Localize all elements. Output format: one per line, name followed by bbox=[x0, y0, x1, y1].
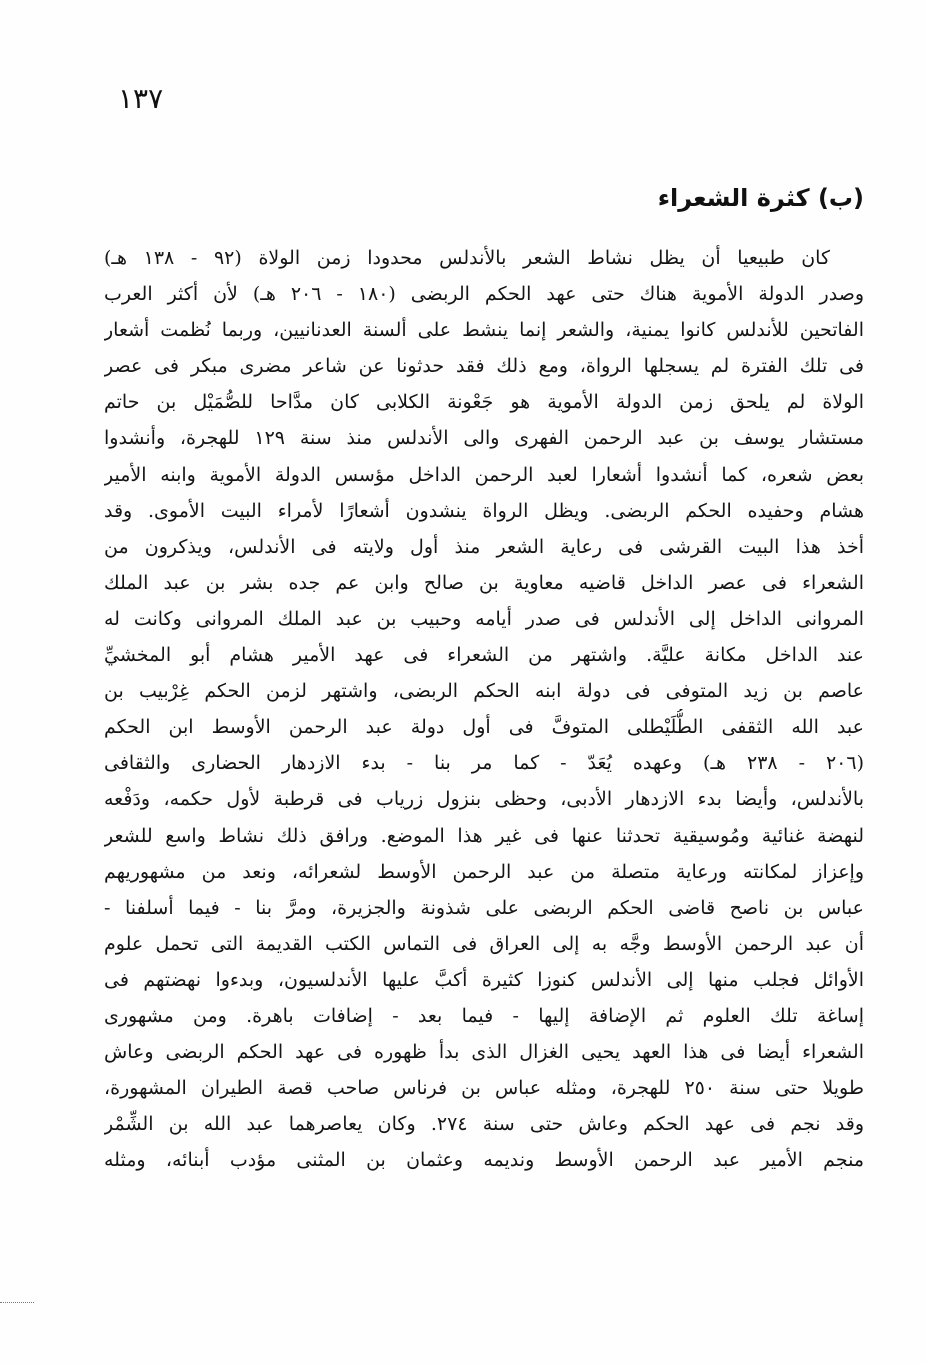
text-line: أن عبد الرحمن الأوسط وجَّه به إلى العراق فى التماس الكتب القديمة التى تحمل علوم bbox=[104, 932, 864, 955]
text-line: وصدر الدولة الأموية هناك حتى عهد الحكم الربضى (١٨٠ - ٢٠٦ هـ) لأن أكثر العرب bbox=[104, 283, 864, 306]
body-paragraph bbox=[104, 240, 864, 1178]
section-heading: (ب) كثرة الشعراء bbox=[657, 184, 864, 212]
text-line: عبد الله الثقفى الطُّلَيْطلى المتوفَّ فى أول دولة عبد الرحمن الأوسط ابن الحكم bbox=[104, 716, 864, 739]
text-line: كان طبيعيا أن يظل نشاط الشعر بالأندلس محدودا زمن الولاة (٩٢ - ١٣٨ هـ) bbox=[104, 247, 831, 269]
text-line: أخذ هذا البيت القرشى فى رعاية الشعر منذ أول ولايته فى الأندلس، ويذكرون من bbox=[104, 535, 864, 558]
text-line: الأوائل فجلب منها إلى الأندلس كنوزا كثيرة أكبَّ عليها الأندلسيون، وبدءوا نهضتهم فى bbox=[104, 968, 864, 991]
text-line: وقد نجم فى عهد الحكم وعاش حتى سنة ٢٧٤. وكان يعاصرهما عبد الله بن الشِّمْر bbox=[104, 1113, 864, 1136]
text-line: بعض شعره، كما أنشدوا أشعارا لعبد الرحمن الداخل مؤسس الدولة الأموية وابنه الأمير bbox=[104, 463, 864, 486]
text-line: بالأندلس، وأيضا بدء الازدهار الأدبى، وحظى بنزول زرياب فى قرطبة لأول حكمه، ودَفْعه bbox=[104, 788, 864, 811]
text-line: هشام وحفيده الحكم الربضى. ويظل الرواة ينشدون أشعارًا لأمراء البيت الأموى. وقد bbox=[104, 499, 864, 522]
text-line: مستشار يوسف بن عبد الرحمن الفهرى والى الأندلس منذ سنة ١٢٩ للهجرة، وأنشدوا bbox=[104, 427, 864, 450]
text-line: الشعراء أيضا فى هذا العهد يحيى الغزال الذى بدأ ظهوره فى عهد الحكم الربضى وعاش bbox=[104, 1041, 864, 1064]
text-line: عاصم بن زيد المتوفى فى دولة ابنه الحكم الربضى، واشتهر لزمن الحكم غِرْبيب بن bbox=[104, 680, 864, 703]
text-line: لنهضة غنائية ومُوسيقية تحدثنا عنها فى غير هذا الموضع. ورافق ذلك نشاط واسع للشعر bbox=[104, 824, 864, 847]
text-line: الشعراء فى عصر الداخل قاضيه معاوية بن صالح وابن عم جده بشر بن عبد الملك bbox=[104, 571, 864, 594]
text-line: إساغة تلك العلوم ثم الإضافة إليها - فيما بعد - إضافات باهرة. ومن مشهورى bbox=[104, 1004, 864, 1027]
text-line: عند الداخل مكانة عليَّة. واشتهر من الشعراء فى عهد الأمير هشام أبو المخشيِّ bbox=[104, 644, 864, 667]
text-line: المروانى الداخل إلى الأندلس فى صدر أيامه وحبيب بن عبد الملك المروانى وكانت له bbox=[104, 607, 864, 630]
text-line: فى تلك الفترة لم يسجلها الرواة، ومع ذلك فقد حدثونا عن شاعر مضرى مبكر فى عصر bbox=[104, 355, 864, 378]
text-line: الفاتحين للأندلس كانوا يمنية، والشعر إنما ينشط على ألسنة العدنانيين، وربما نُظمت أشعار bbox=[104, 319, 864, 342]
text-line: وإعزاز لمكانته ورعاية متصلة من عبد الرحمن الأوسط لشعرائه، ونعد من مشهوريهم bbox=[104, 860, 864, 883]
scan-edge-mark bbox=[0, 1302, 34, 1305]
text-line: عباس بن ناصح قاضى الحكم الربضى على شذونة والجزيرة، ومرَّ بنا - فيما أسلفنا - bbox=[104, 896, 864, 919]
page-number: ١٣٧ bbox=[118, 82, 164, 115]
text-line: منجم الأمير عبد الرحمن الأوسط ونديمه وعثمان بن المثنى مؤدب أبنائه، ومثله bbox=[104, 1149, 864, 1172]
text-line: الولاة لم يلحق زمن الدولة الأموية هو جَعْونة الكلابى كان مدَّاحا للصُّمَيْل بن حاتم bbox=[104, 391, 864, 414]
text-line: (٢٠٦ - ٢٣٨ هـ) وعهده يُعَدّ - كما مر بنا - بدء الازدهار الحضارى والثقافى bbox=[104, 752, 864, 775]
text-line: طويلا حتى سنة ٢٥٠ للهجرة، ومثله عباس بن فرناس صاحب قصة الطيران المشهورة، bbox=[104, 1077, 864, 1100]
